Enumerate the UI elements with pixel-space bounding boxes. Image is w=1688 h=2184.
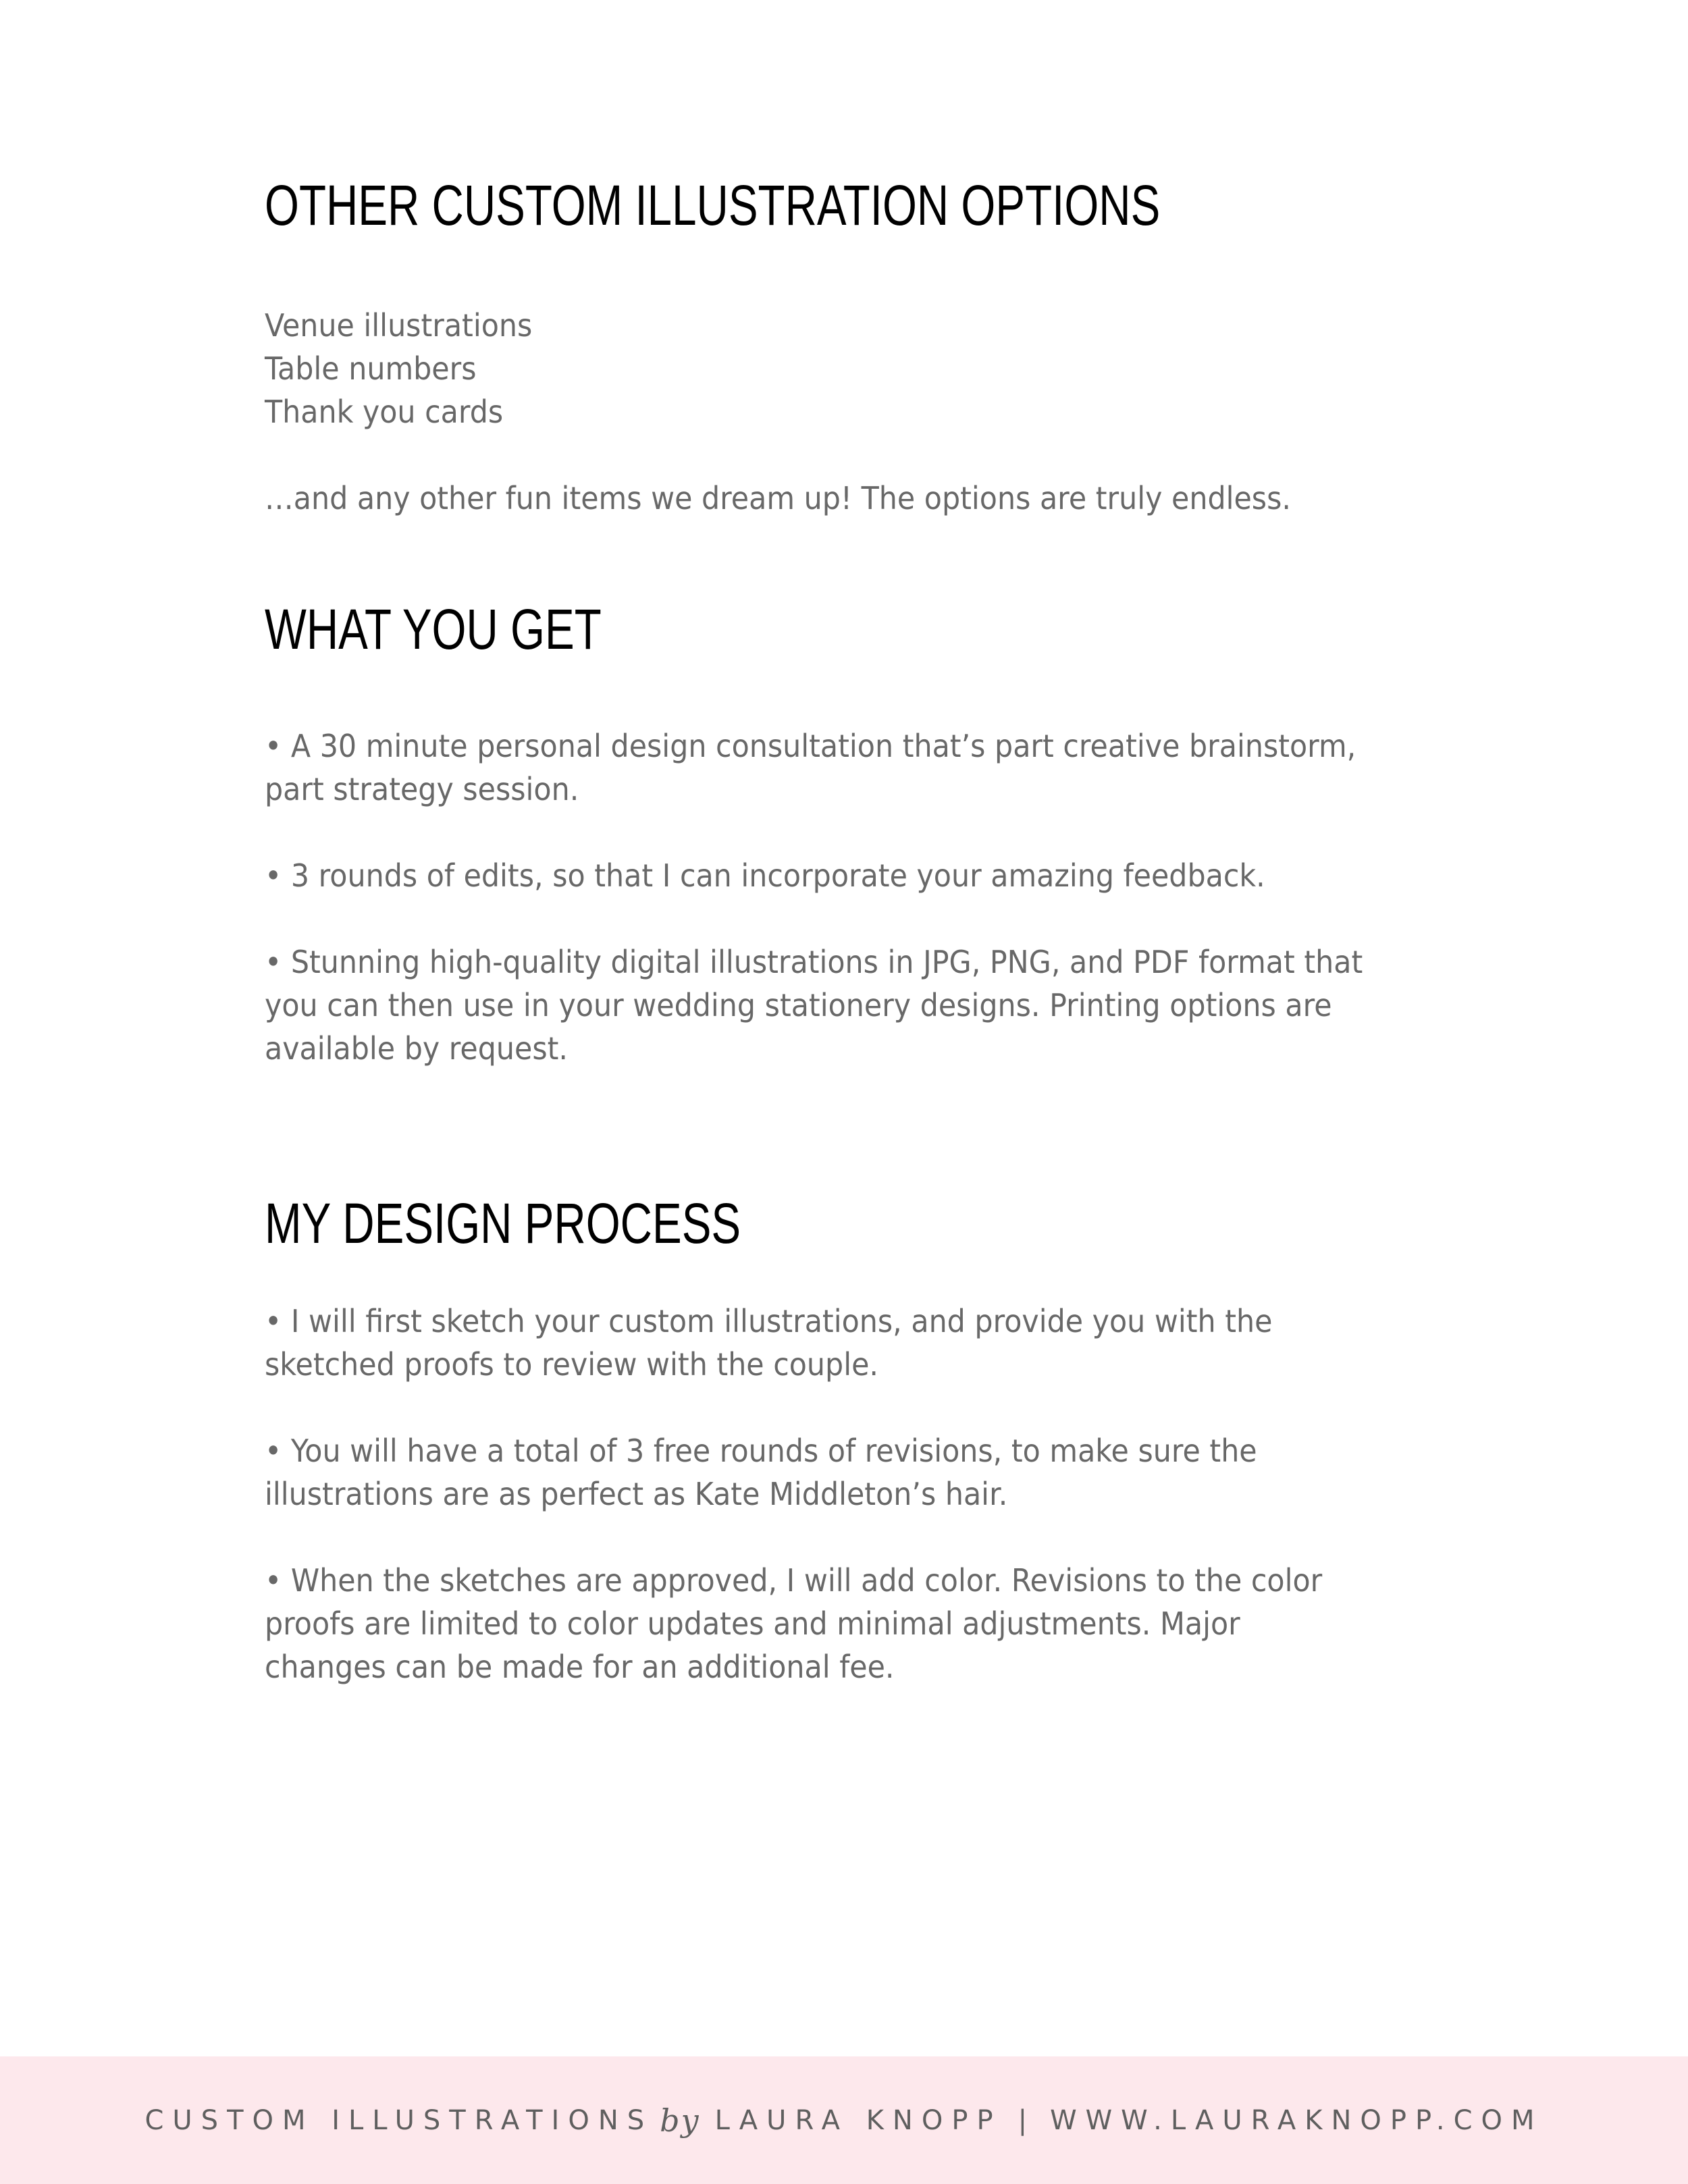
get-bullet-consultation-line-2: part strategy session. [265, 771, 579, 807]
process-bullet-color-line-3: changes can be made for an additional fee. [265, 1649, 895, 1685]
get-bullet-illustrations-line-3: available by request. [265, 1030, 568, 1067]
process-bullet-color-line-1: • When the sketches are approved, I will add color. Revisions to the color [265, 1562, 1323, 1599]
option-item-venue: Venue illustrations [265, 307, 533, 344]
options-closing-text: …and any other fun items we dream up! The options are truly endless. [265, 480, 1291, 516]
process-bullet-sketch-line-2: sketched proofs to review with the couple. [265, 1346, 879, 1383]
process-bullet-revisions-line-2: illustrations are as perfect as Kate Middleton’s hair. [265, 1476, 1008, 1512]
option-item-table-numbers: Table numbers [265, 350, 477, 387]
process-bullet-revisions-line-1: • You will have a total of 3 free rounds of revisions, to make sure the [265, 1433, 1257, 1469]
options-heading: OTHER CUSTOM ILLUSTRATION OPTIONS [265, 174, 1161, 237]
footer-brand-text: CUSTOM ILLUSTRATIONS [144, 2104, 654, 2136]
what-you-get-heading: WHAT YOU GET [265, 597, 602, 661]
process-bullet-sketch-line-1: • I will first sketch your custom illustrations, and provide you with the [265, 1303, 1273, 1339]
footer-author-name: LAURA KNOPP [714, 2104, 1002, 2136]
design-process-heading: MY DESIGN PROCESS [265, 1192, 741, 1255]
get-bullet-illustrations-line-1: • Stunning high-quality digital illustrations in JPG, PNG, and PDF format that [265, 944, 1363, 980]
footer-separator: | [1018, 2104, 1028, 2136]
footer-website-link[interactable]: WWW.LAURAKNOPP.COM [1050, 2104, 1544, 2136]
footer-by-text: by [660, 2102, 700, 2139]
get-bullet-consultation-line-1: • A 30 minute personal design consultation that’s part creative brainstorm, [265, 728, 1356, 764]
option-item-thank-you-cards: Thank you cards [265, 394, 504, 430]
process-bullet-color-line-2: proofs are limited to color updates and minimal adjustments. Major [265, 1605, 1240, 1642]
get-bullet-illustrations-line-2: you can then use in your wedding stationery designs. Printing options are [265, 987, 1332, 1023]
footer-band [0, 2056, 1688, 2184]
footer-line [0, 2056, 1688, 2184]
get-bullet-edits: • 3 rounds of edits, so that I can incorporate your amazing feedback. [265, 857, 1265, 894]
